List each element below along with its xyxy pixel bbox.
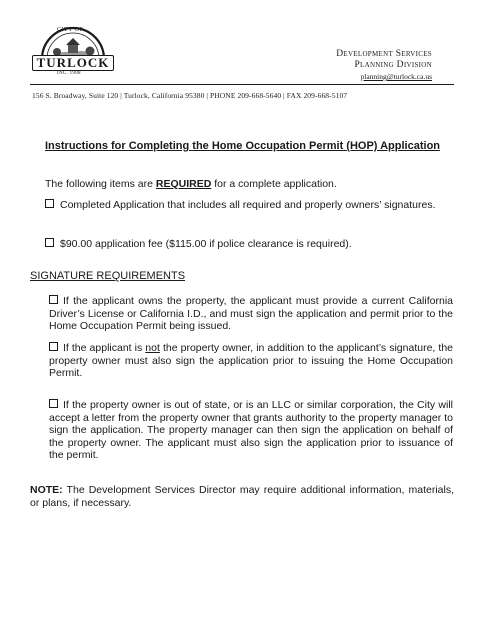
division-name: Planning Division <box>354 60 432 70</box>
required-intro <box>45 178 337 191</box>
department-name: Development Services <box>336 49 432 59</box>
signature-item-owner <box>49 295 453 333</box>
note-text: The Development Services Director may require additional information, materials, or plans, if necessary. <box>30 484 454 509</box>
signature-item-text-post: the property owner, in addition to the applicant’s signature, the property owner must also sign the application prior to issuing the Home Occupation Permit. <box>49 342 453 379</box>
required-item-text: Completed Application that includes all required and properly owners’ signatures. <box>60 199 436 211</box>
required-item-fee <box>45 238 352 251</box>
department-block <box>336 49 432 82</box>
required-intro-pre: The following items are <box>45 178 156 190</box>
header-rule <box>30 84 454 85</box>
checkbox-icon <box>49 295 58 304</box>
signature-item-text: If the applicant owns the property, the applicant must provide a current California Driver’s License or California I.D., and must sign the application and permit prior to the Home Occupation Permit being issued. <box>49 295 453 332</box>
city-logo <box>30 25 116 81</box>
signature-requirements-heading: SIGNATURE REQUIREMENTS <box>30 270 186 282</box>
signature-item-text-pre: If the applicant is <box>63 342 146 354</box>
required-item-text: $90.00 application fee ($115.00 if police clearance is required). <box>60 238 352 250</box>
note-label: NOTE: <box>30 484 63 496</box>
required-intro-post: for a complete application. <box>211 178 337 190</box>
checkbox-icon <box>49 342 58 351</box>
signature-item-not-word: not <box>145 342 160 354</box>
checkbox-icon <box>45 238 54 247</box>
signature-item-text: If the property owner is out of state, or is an LLC or similar corporation, the City will accept a letter from the property owner that grants authority to the property manager to sign the application. The property manager can then sign the application on behalf of the property owner. The applicant must also sign the application prior to issuance of the permit. <box>49 399 453 461</box>
checkbox-icon <box>45 199 54 208</box>
address-line: 156 S. Broadway, Suite 120 | Turlock, California 95380 | PHONE 209-668-5640 | FAX 209-668-5107 <box>32 91 348 100</box>
signature-item-out-of-state <box>49 399 453 462</box>
required-item-application <box>45 199 436 212</box>
document-title: Instructions for Completing the Home Occupation Permit (HOP) Application <box>45 140 441 152</box>
logo-city-of-text: CITY OF <box>57 27 84 33</box>
logo-name-text: TURLOCK <box>32 55 114 71</box>
email-link[interactable]: planning@turlock.ca.us <box>360 72 432 81</box>
note-paragraph <box>30 484 454 509</box>
logo-inc-text: INC. 1908 <box>57 71 81 76</box>
checkbox-icon <box>49 399 58 408</box>
required-word: REQUIRED <box>155 178 212 190</box>
signature-item-not-owner <box>49 342 453 380</box>
